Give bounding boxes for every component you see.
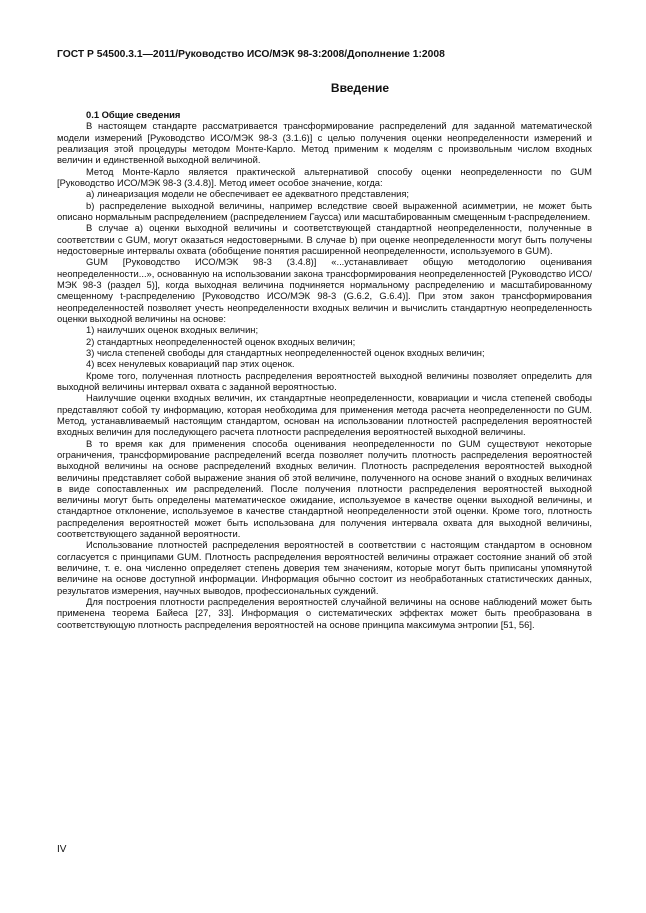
paragraph: В случае a) оценки выходной величины и соответствующей стандартной неопределенности, полученные в соответствии с GUM, могут оказаться недостоверными. В случае b) при оценке неопределенности могут быть получены недостоверные интервалы охвата (обобщение понятия расширенной неопределенности, используемого в GUM). — [57, 222, 592, 256]
list-item: b) распределение выходной величины, например вследствие своей выраженной асимметрии, не может быть описано нормальным распределением (распределением Гаусса) или масштабированным смещенным t-распределением. — [57, 199, 592, 222]
paragraph: Использование плотностей распределения вероятностей в соответствии с настоящим стандартом в основном согласуется с принципами GUM. Плотность распределения вероятностей величины отражает состояние знаний об этой величине, т. е. она численно определяет степень доверия тем значениям, которые могут быть приписаны упомянутой величине на основе доступной информации. Информация обычно состоит из необработанных статистических данных, результатов измерения, научных выводов, профессиональных суждений. — [57, 539, 592, 596]
document-body — [57, 109, 592, 630]
page-number: IV — [57, 844, 67, 855]
paragraph: Метод Монте-Карло является практической альтернативой способу оценки неопределенности по GUM [Руководство ИСО/МЭК 98-3 (3.4.8)]. Метод имеет особое значение, когда: — [57, 165, 592, 188]
paragraph: Наилучшие оценки входных величин, их стандартные неопределенности, ковариации и числа степеней свободы представляют собой ту информацию, которая необходима для применения метода расчета неопределенности по GUM. Метод, устанавливаемый настоящим стандартом, основан на использовании плотностей распределения вероятностей входных величин для последующего расчета плотности распределения вероятностей выходной величины. — [57, 392, 592, 438]
paragraph: Для построения плотности распределения вероятностей случайной величины на основе наблюдений может быть применена теорема Байеса [27, 33]. Информация о систематических эффектах может быть преобразована в соответствующую плотность распределения вероятностей на основе принципа максимума энтропии [51, 56]. — [57, 596, 592, 630]
list-item: 2) стандартных неопределенностей оценок входных величин; — [86, 335, 356, 347]
section-heading: 0.1 Общие сведения — [86, 109, 181, 120]
list-item: 1) наилучших оценок входных величин; — [86, 324, 259, 336]
page-title — [0, 81, 646, 95]
document-header: ГОСТ Р 54500.3.1—2011/Руководство ИСО/МЭК 98-3:2008/Дополнение 1:2008 — [57, 49, 445, 60]
paragraph: В настоящем стандарте рассматривается трансформирование распределений для заданной математической модели измерений [Руководство ИСО/МЭК 98-3 (3.1.6)] с целью получения оценки неопределенности измерений и реализация этой процедуры методом Монте-Карло. Метод применим к моделям с произвольным числом входных величин и единственной выходной величиной. — [57, 120, 592, 166]
list-item: a) линеаризация модели не обеспечивает ее адекватного представления; — [86, 188, 410, 200]
paragraph: Кроме того, полученная плотность распределения вероятностей выходной величины позволяет определить для выходной величины интервал охвата с заданной вероятностью. — [57, 369, 592, 392]
list-item: 4) всех ненулевых ковариаций пар этих оценок. — [86, 358, 295, 370]
paragraph: В то время как для применения способа оценивания неопределенности по GUM существуют некоторые ограничения, трансформирование распределений всегда позволяет получить плотность распределения вероятностей выходной величины на основе распределений входных величин. Плотность распределения вероятностей выходной величины представляет собой выражение знания об этой величине, полученного на основе знаний о входных величинах в виде сопоставленных им распределений. После получения плотности распределения вероятностей выходной величины могут быть определены математическое ожидание, используемое в качестве оценки выходной величины, и стандартное отклонение, используемое в качестве стандартной неопределенности этой оценки. Кроме того, плотность распределения вероятностей может быть использована для получения интервала охвата для выходной величины, соответствующего заданной вероятности. — [57, 437, 592, 540]
paragraph: GUM [Руководство ИСО/МЭК 98-3 (3.4.8)] «...устанавливает общую методологию оценивания неопределенности...», основанную на использовании закона трансформирования неопределенностей [Руководство ИСО/МЭК 98-3 (раздел 5)], когда выходная величина подчиняется нормальному распределению и масштабированному смещенному t-распределению [Руководство ИСО/МЭК 98-3 (G.6.2, G.6.4)]. При этом закон трансформирования неопределенностей позволяет учесть неопределенности входных величин и вычислить стандартную неопределенность оценки выходной величины на основе: — [57, 256, 592, 324]
list-item: 3) числа степеней свободы для стандартных неопределенностей оценок входных величин; — [86, 346, 485, 358]
page-title-text: Введение — [330, 81, 390, 95]
